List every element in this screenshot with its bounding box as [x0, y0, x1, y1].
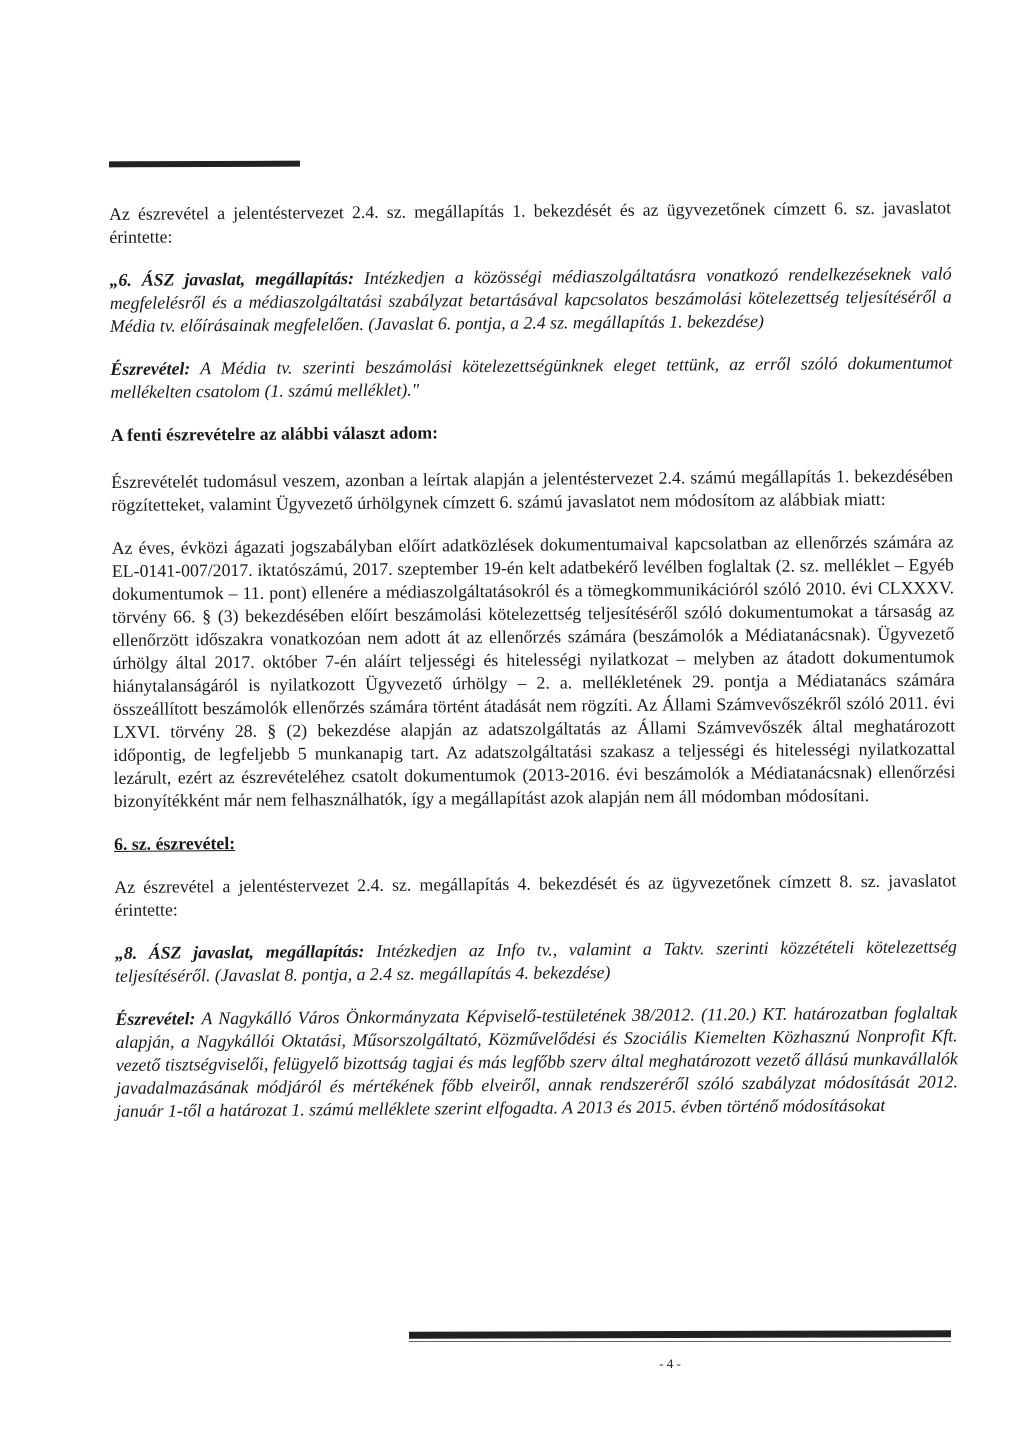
answer-paragraph-1: Észrevételét tudomásul veszem, azonban a leírtak alapján a jelentéstervezet 2.4. számú megállapítás 1. bekezdésében rögzítetteket, valamint Ügyvezető úrhölgynek címzett 6. számú javaslatot nem módosítom az alábbiak miatt:: [111, 465, 954, 515]
section-6-heading: 6. sz. észrevétel:: [113, 833, 236, 854]
page-content: [109, 196, 958, 1143]
header-rule: [109, 161, 300, 168]
quote-6-paragraph: [110, 262, 953, 338]
quote-8-paragraph: [115, 935, 957, 988]
page-number: - 4 -: [659, 1356, 681, 1371]
footer-rule-thin: [409, 1341, 951, 1342]
remark-8-lead: Észrevétel:: [115, 1008, 196, 1029]
quote-6-body: Intézkedjen a közösségi médiaszolgáltatásra vonatkozó rendelkezéseknek való megfelelésről és a médiaszolgáltatási szabályzat betartásával kapcsolatos beszámolási kötelezettség teljesítéséről a Média tv. előírásainak megfelelően. (Javaslat 6. pontja, a 2.4 sz. megállapítás 1. bekezdése): [109, 263, 952, 336]
remark-6-paragraph: [110, 351, 952, 404]
answer-heading: A fenti észrevételre az alábbi választ adom:: [110, 422, 439, 445]
footer-rule: [409, 1330, 951, 1338]
quote-8-body: Intézkedjen az Info tv., valamint a Taktv. szerinti közzétételi kötelezettség teljesítéséről. (Javaslat 8. pontja, a 2.4 sz. megállapítás 4. bekezdése): [114, 936, 957, 986]
remark-8-body: A Nagykálló Város Önkormányzata Képviselő-testületének 38/2012. (11.20.) KT. határozatban foglaltak alapján, a Nagykállói Oktatási, Műsorszolgáltató, Közművelődési és Szociális Kiemelten Közhasznú Nonprofit Kft. vezető tisztségviselői, felügyelő bizottság tagjai és más legfőbb szerv által meghatározott vezető állású munkavállalók javadalmazásának módjáról és mértékének főbb elveiről, annak rendszeréről szóló szabályzat módosítását 2012. január 1-től a határozat 1. számú melléklete szerint elfogadta. A 2013 és 2015. évben történő módosításokat: [115, 1002, 959, 1121]
remark-8-paragraph: [115, 1001, 958, 1123]
intro-2-paragraph: Az észrevétel a jelentéstervezet 2.4. sz. megállapítás 4. bekezdését és az ügyvezetőnek címzett 8. sz. javaslatot érintette:: [114, 870, 957, 920]
remark-6-lead: Észrevétel:: [110, 358, 191, 379]
intro-paragraph: Az észrevétel a jelentéstervezet 2.4. sz. megállapítás 1. bekezdését és az ügyvezetőnek címzett 6. sz. javaslatot érintette:: [109, 197, 952, 247]
answer-paragraph-2: Az éves, évközi ágazati jogszabályban előírt adatközlések dokumentumaival kapcsolatban az ellenőrzés számára az EL-0141-007/2017. iktatószámú, 2017. szeptember 19-én kelt adatbekérő levélben foglaltak (2. sz. melléklet – Egyéb dokumentumok – 11. pont) ellenére a médiaszolgáltatásokról és a tömegkommunikációról szóló 2010. évi CLXXXV. törvény 66. § (3) bekezdésében előírt beszámolási kötelezettség teljesítéséről szóló dokumentumokat a társaság az ellenőrzött időszakra vonatkozóan nem adott át az ellenőrzés számára (beszámolók a Médiatanácsnak). Ügyvezető úrhölgy által 2017. október 7-én aláírt teljességi és hitelességi nyilatkozat – melyben az átadott dokumentumok hiánytalanságáról is nyilatkozott Ügyvezető úrhölgy – 2. a. mellékletének 29. pontja a Médiatanács számára összeállított beszámolók ellenőrzés számára történt átadását nem rögzíti. Az Állami Számvevőszékről szóló 2011. évi LXVI. törvény 28. § (2) bekezdése alapján az adatszolgáltatás az Állami Számvevőszék által meghatározott időpontig, de legfeljebb 5 munkanapig tart. Az adatszolgáltatási szakasz a teljességi és hitelességi nyilatkozattal lezárult, ezért az észrevételéhez csatolt dokumentumok (2013-2016. évi beszámolók a Médiatanácsnak) ellenőrzési bizonyítékként már nem felhasználhatók, így a megállapítást azok alapján nem áll módomban módosítani.: [111, 531, 956, 811]
remark-6-body: A Média tv. szerinti beszámolási kötelezettségünknek eleget tettünk, az erről szóló dokumentumot mellékelten csatolom (1. számú melléklet).": [110, 352, 953, 402]
quote-6-lead: „6. ÁSZ javaslat, megállapítás:: [109, 268, 355, 290]
quote-8-lead: „8. ÁSZ javaslat, megállapítás:: [114, 941, 365, 963]
